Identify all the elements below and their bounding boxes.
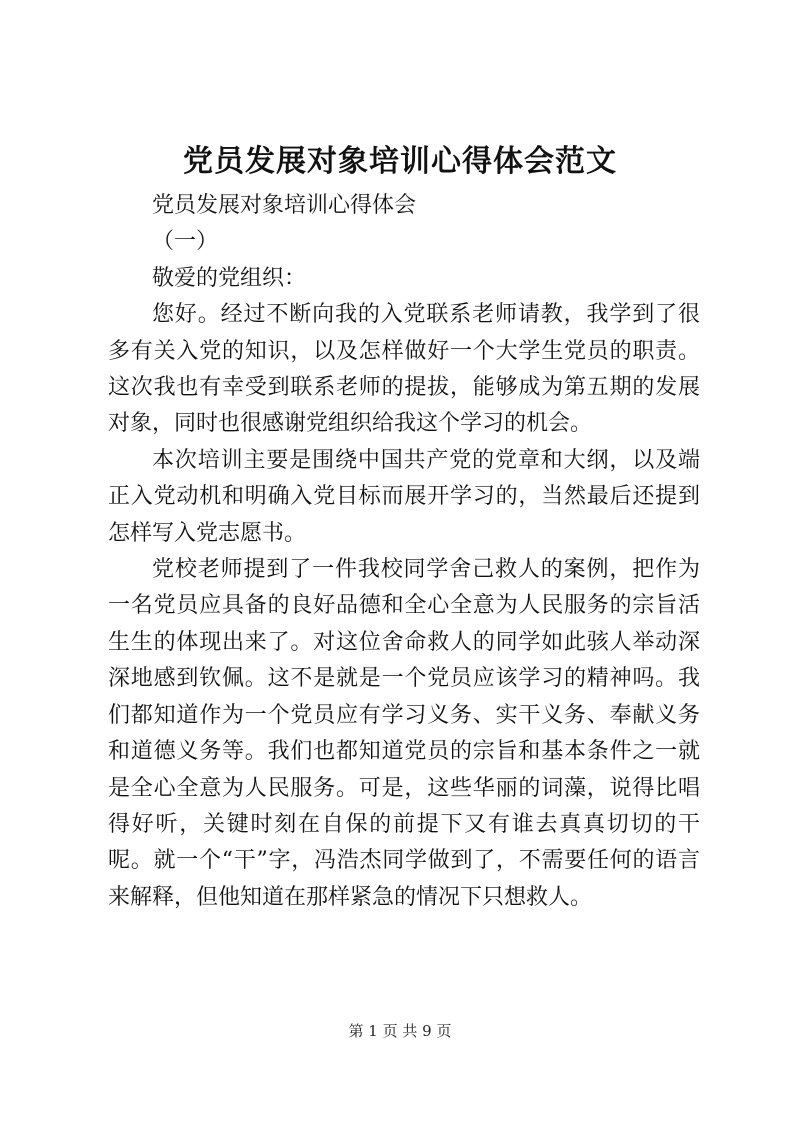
paragraph-case-story: 党校老师提到了一件我校同学舍己救人的案例，把作为一名党员应具备的良好品德和全心全意为人民服务的宗旨活生生的体现出来了。对这位舍命救人的同学如此骇人举动深深地感到钦佩。这不是就是一个党员应该学习的精神吗。我们都知道作为一个党员应有学习义务、实干义务、奉献义务和道德义务等。我们也都知道党员的宗旨和基本条件之一就是全心全意为人民服务。可是，这些华丽的词藻，说得比唱得好听，关键时刻在自保的前提下又有谁去真真切切的干呢。就一个“干”字，冯浩杰同学做到了，不需要任何的语言来解释，但他知道在那样紧急的情况下只想救人。 — [108, 557, 700, 910]
paragraph-greeting: 您好。经过不断向我的入党联系老师请教，我学到了很多有关入党的知识，以及怎样做好一个大学生党员的职责。这次我也有幸受到联系老师的提拔，能够成为第五期的发展对象，同时也很感谢党组织给我这个学习的机会。 — [108, 302, 700, 437]
page-footer: 第 1 页 共 9 页 — [348, 1022, 452, 1040]
paragraph-section-number: （一） — [152, 229, 219, 255]
document-body — [108, 188, 700, 916]
paragraph-salutation: 敬爱的党组织： — [152, 265, 307, 291]
document-title: 党员发展对象培训心得体会范文 — [183, 144, 617, 179]
paragraph-training-topic: 本次培训主要是围绕中国共产党的党章和大纲，以及端正入党动机和明确入党目标而展开学习的，当然最后还提到怎样写入党志愿书。 — [108, 447, 700, 546]
paragraph-subtitle: 党员发展对象培训心得体会 — [152, 193, 417, 218]
